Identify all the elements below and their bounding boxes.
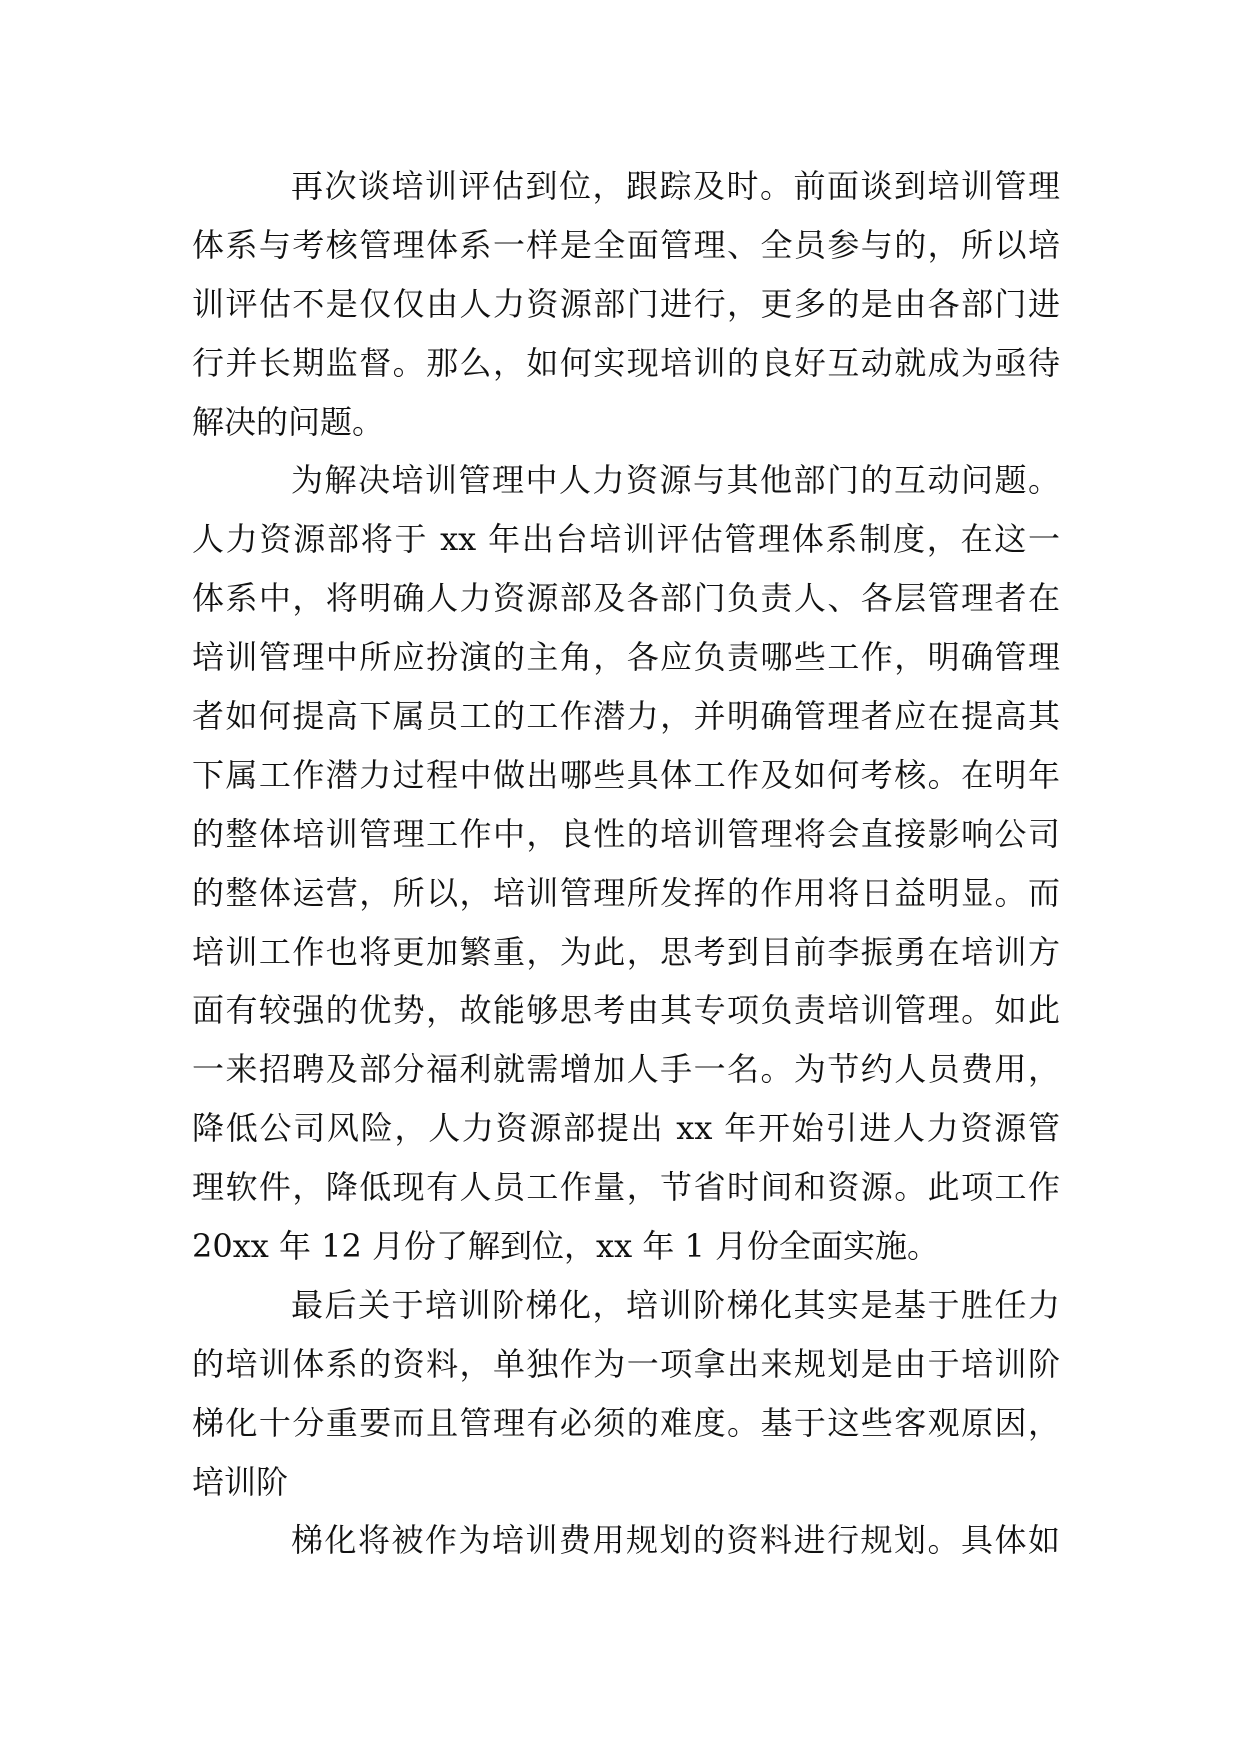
text-line: 梯化十分重要而且管理有必须的难度。基于这些客观原因， [192, 1403, 1060, 1442]
text-line: 的整体运营，所以，培训管理所发挥的作用将日益明显。而 [192, 873, 1060, 912]
text-line: 20xx 年 12 月份了解到位，xx 年 1 月份全面实施。 [192, 1227, 940, 1266]
paragraph-4 [192, 1511, 1060, 1570]
text-line: 行并长期监督。那么，如何实现培训的良好互动就成为亟待 [192, 343, 1060, 382]
paragraph-1 [192, 157, 1060, 451]
text-line: 最后关于培训阶梯化，培训阶梯化其实是基于胜任力 [291, 1285, 1060, 1324]
text-line: 培训工作也将更加繁重，为此，思考到目前李振勇在培训方 [192, 932, 1060, 971]
text-line: 为解决培训管理中人力资源与其他部门的互动问题。 [291, 461, 1060, 500]
text-line: 面有较强的优势，故能够思考由其专项负责培训管理。如此 [192, 991, 1060, 1030]
text-line: 解决的问题。 [192, 402, 385, 441]
text-line: 培训阶 [192, 1462, 289, 1501]
body-text [192, 157, 1060, 1570]
text-line: 体系中，将明确人力资源部及各部门负责人、各层管理者在 [192, 579, 1060, 618]
text-line: 训评估不是仅仅由人力资源部门进行，更多的是由各部门进 [192, 284, 1060, 323]
text-line: 者如何提高下属员工的工作潜力，并明确管理者应在提高其 [192, 697, 1060, 736]
paragraph-3 [192, 1276, 1060, 1512]
text-line: 一来招聘及部分福利就需增加人手一名。为节约人员费用， [192, 1050, 1060, 1089]
text-line: 体系与考核管理体系一样是全面管理、全员参与的，所以培 [192, 225, 1060, 264]
text-line: 梯化将被作为培训费用规划的资料进行规划。具体如 [291, 1521, 1060, 1560]
text-line: 下属工作潜力过程中做出哪些具体工作及如何考核。在明年 [192, 755, 1060, 794]
paragraph-2 [192, 451, 1060, 1275]
text-line: 降低公司风险，人力资源部提出 xx 年开始引进人力资源管 [192, 1109, 1060, 1148]
text-line: 的培训体系的资料，单独作为一项拿出来规划是由于培训阶 [192, 1344, 1060, 1383]
text-line: 人力资源部将于 xx 年出台培训评估管理体系制度，在这一 [192, 520, 1060, 559]
text-line: 的整体培训管理工作中，良性的培训管理将会直接影响公司 [192, 814, 1060, 853]
text-line: 理软件，降低现有人员工作量，节省时间和资源。此项工作 [192, 1168, 1060, 1207]
text-line: 培训管理中所应扮演的主角，各应负责哪些工作，明确管理 [192, 638, 1060, 677]
text-line: 再次谈培训评估到位，跟踪及时。前面谈到培训管理 [291, 167, 1060, 205]
